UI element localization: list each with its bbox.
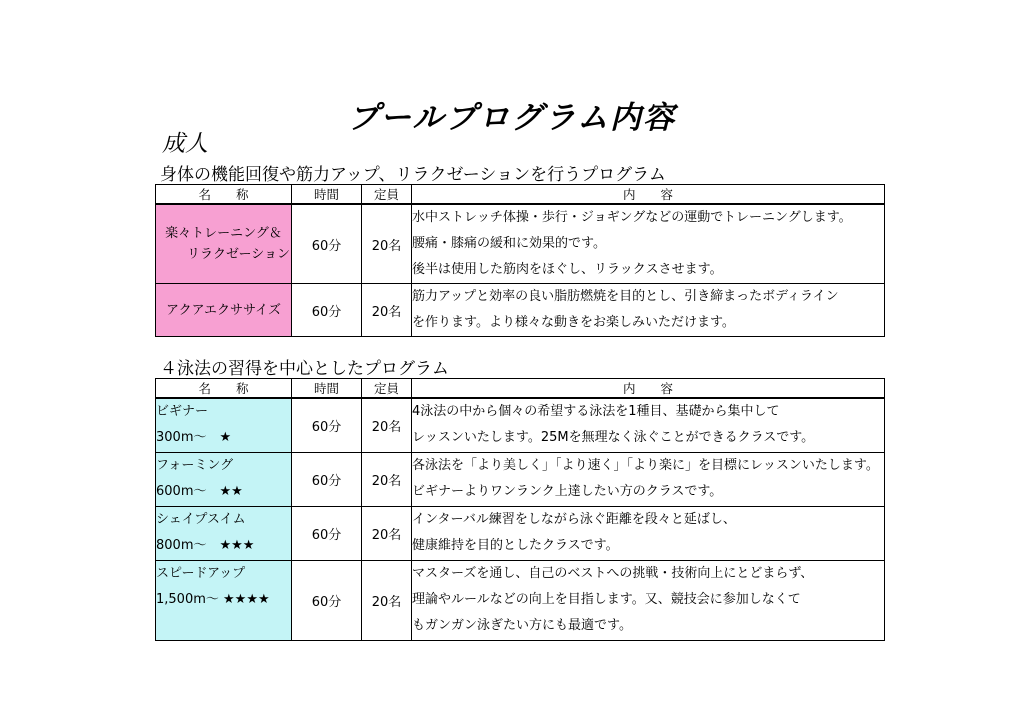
description-line: 各泳法を「より美しく」「より速く」「より楽に」を目標にレッスンいたします。 [412,457,879,473]
program-description [412,506,885,560]
header-capacity: 定員 [362,185,412,205]
program-level: 600m～ ★★ [156,483,243,499]
program-level: 1,500m～ ★★★★ [156,591,270,607]
program-description [412,284,885,337]
table-row [156,560,885,640]
program-capacity: 20名 [362,506,412,560]
program-time: 60分 [292,452,362,506]
program-time: 60分 [292,506,362,560]
program-level: 300m～ ★ [156,430,232,445]
program-capacity: 20名 [362,560,412,640]
description-line: 理論やルールなどの向上を目指します。又、競技会に参加しなくて [412,591,801,607]
table-row [156,204,885,284]
page-title: プールプログラム内容 [347,100,677,136]
description-line: もガンガン泳ぎたい方にも最適です。 [412,617,632,633]
program-capacity: 20名 [362,452,412,506]
group1-table [155,184,885,337]
description-line: 水中ストレッチ体操・歩行・ジョギングなどの運動でトレーニングします。 [412,210,852,225]
program-capacity: 20名 [362,398,412,452]
description-line: ビギナーよりワンランク上達したい方のクラスです。 [412,483,723,499]
header-name: 名 称 [156,379,292,399]
section-label: 成人 [162,131,208,157]
header-time: 時間 [292,379,362,399]
program-name-line: リラクゼーション [187,247,290,262]
table-row [156,398,885,452]
description-line: 筋力アップと効率の良い脂肪燃焼を目的とし、引き締まったボディライン [412,289,839,304]
description-line: を作ります。より様々な動きをお楽しみいただけます。 [412,315,735,330]
program-description [412,204,885,284]
program-name-label: フォーミング [156,457,234,473]
program-time: 60分 [292,284,362,337]
program-name: アクアエクササイズ [156,284,292,337]
table-header [156,185,885,205]
program-capacity: 20名 [362,204,412,284]
description-line: 健康維持を目的としたクラスです。 [412,537,619,553]
program-name [156,452,292,506]
header-name: 名 称 [156,185,292,205]
program-time: 60分 [292,204,362,284]
description-line: マスターズを通し、自己のベストへの挑戦・技術向上にとどまらず、 [412,565,814,581]
group2-subtitle: ４泳法の習得を中心としたプログラム [160,359,449,379]
table-row [156,452,885,506]
description-line: インターバル練習をしながら泳ぐ距離を段々と延ばし、 [412,511,736,527]
program-name-label: スピードアップ [156,565,246,581]
group2-table [155,378,885,641]
header-content: 内 容 [412,379,885,399]
header-time: 時間 [292,185,362,205]
program-time: 60分 [292,560,362,640]
program-description [412,452,885,506]
table-row [156,284,885,337]
description-line: 後半は使用した筋肉をほぐし、リラックスさせます。 [412,262,723,277]
group1-subtitle: 身体の機能回復や筋力アップ、リラクゼーションを行うプログラム [160,165,666,185]
program-name-label: シェイプスイム [156,511,246,527]
program-description [412,398,885,452]
program-name [156,506,292,560]
program-name [156,560,292,640]
program-name [156,398,292,452]
program-level: 800m～ ★★★ [156,537,255,553]
program-time: 60分 [292,398,362,452]
description-line: レッスンいたします。25Mを無理なく泳ぐことができるクラスです。 [412,430,815,445]
description-line: 腰痛・膝痛の緩和に効果的です。 [412,236,606,251]
header-capacity: 定員 [362,379,412,399]
program-capacity: 20名 [362,284,412,337]
program-description [412,560,885,640]
description-line: 4泳法の中から個々の希望する泳法を1種目、基礎から集中して [412,404,780,419]
table-row [156,506,885,560]
program-name-line: 楽々トレーニング＆ [165,226,282,241]
header-content: 内 容 [412,185,885,205]
program-name-label: ビギナー [156,404,209,419]
program-name [156,204,292,284]
table-header [156,379,885,399]
